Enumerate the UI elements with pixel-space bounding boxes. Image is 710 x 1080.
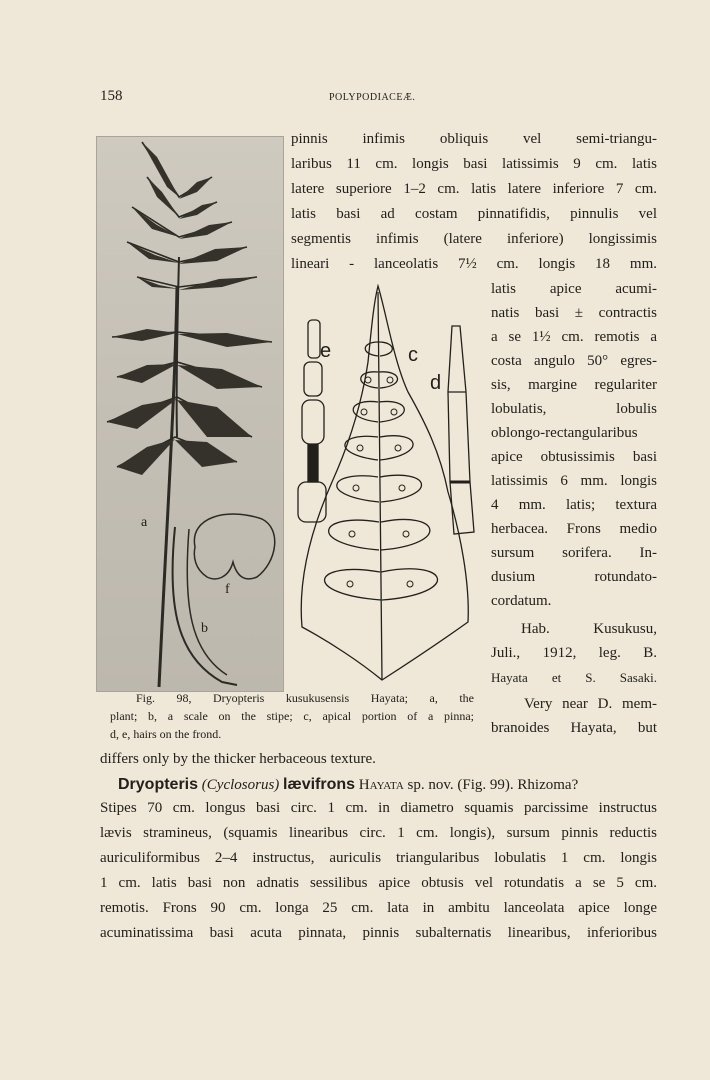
- species-heading: [118, 776, 657, 794]
- text-line: a se 1½ cm. remotis a: [491, 329, 657, 345]
- text-line: branoides Hayata, but: [491, 720, 657, 736]
- text-line: lævis stramineus, (squamis linearibus circ. 1 cm. longis), sursum pinnis reductis: [100, 825, 657, 841]
- pinna-drawing: [290, 282, 485, 687]
- text-line: Stipes 70 cm. longus basi circ. 1 cm. in diametro squamis parcissime instructus: [100, 800, 657, 816]
- text-line: latere superiore 1–2 cm. latis latere inferiore 7 cm.: [291, 181, 657, 197]
- text-line: latis basi ad costam pinnatifidis, pinnulis vel: [291, 206, 657, 222]
- caption-line: plant; b, a scale on the stipe; c, apical portion of a pinna;: [110, 709, 474, 723]
- text-line: Very near D. mem-: [524, 696, 657, 712]
- text-line: oblongo-rectangularibus: [491, 425, 638, 441]
- text-line: segmentis infimis (latere inferiore) longissimis: [291, 231, 657, 247]
- text-line: costa angulo 50° egres-: [491, 353, 657, 369]
- text-line: auriculiformibus 2–4 instructus, auriculis triangularibus lobulatis 1 cm. longis: [100, 850, 657, 866]
- continuation-line: differs only by the thicker herbaceous texture.: [100, 751, 376, 767]
- fig-letter-c: c: [408, 344, 418, 366]
- text-line: dusium rotundato-: [491, 569, 657, 585]
- running-head: POLYPODIACEÆ.: [329, 92, 416, 103]
- text-line: lineari - lanceolatis 7½ cm. longis 18 mm.: [291, 256, 657, 272]
- caption-line: Fig. 98, Dryopteris kusukusensis Hayata; a, the: [136, 691, 474, 705]
- text-line: 1 cm. latis basi non adnatis sessilibus apice obtusis vel rotundatis a se 5 cm.: [100, 875, 657, 891]
- page-number: 158: [100, 88, 123, 104]
- text-line: latis apice acumi-: [491, 281, 657, 297]
- figure-caption: [0, 690, 710, 746]
- text-line: herbacea. Frons medio: [491, 521, 657, 537]
- species-epithet: lævifrons: [283, 776, 356, 793]
- text-line: lobulatis, lobulis: [491, 401, 657, 417]
- text-line: latissimis 6 mm. longis: [491, 473, 657, 489]
- species-author: Hayata: [358, 777, 404, 793]
- text-line: sis, margine regulariter: [491, 377, 657, 393]
- text-line: acuminatissima basi acuta pinnata, pinnis subalternatis linearibus, inferioribus: [100, 925, 657, 941]
- heading-rest: sp. nov. (Fig. 99). Rhizoma?: [403, 777, 579, 793]
- habitat-line: Hayata et S. Sasaki.: [491, 670, 657, 685]
- habitat-line: Juli., 1912, leg. B.: [491, 645, 657, 661]
- subgenus-name: (Cyclosorus): [201, 777, 280, 793]
- text-line: laribus 11 cm. longis basi latissimis 9 cm. latis: [291, 156, 657, 172]
- fig-letter-a: a: [141, 515, 148, 530]
- caption-line: d, e, hairs on the frond.: [110, 727, 222, 741]
- genus-name: Dryopteris: [118, 776, 199, 793]
- fig-letter-b: b: [201, 621, 208, 636]
- text-line: sursum sorifera. In-: [491, 545, 657, 561]
- fig-letter-f: f: [225, 582, 230, 597]
- habitat-line: Hab. Kusukusu,: [521, 621, 657, 637]
- fig-letter-e: e: [320, 340, 332, 362]
- plant-photograph: [96, 136, 284, 692]
- fig-letter-d: d: [430, 372, 442, 394]
- text-line: apice obtusissimis basi: [491, 449, 657, 465]
- text-line: pinnis infimis obliquis vel semi-triangu-: [291, 131, 657, 147]
- text-line: 4 mm. latis; textura: [491, 497, 657, 513]
- text-line: remotis. Frons 90 cm. longa 25 cm. lata in ambitu lanceolata apice longe: [100, 900, 657, 916]
- text-line: natis basi ± contractis: [491, 305, 657, 321]
- text-line: cordatum.: [491, 593, 552, 609]
- body-text-block: [0, 800, 710, 950]
